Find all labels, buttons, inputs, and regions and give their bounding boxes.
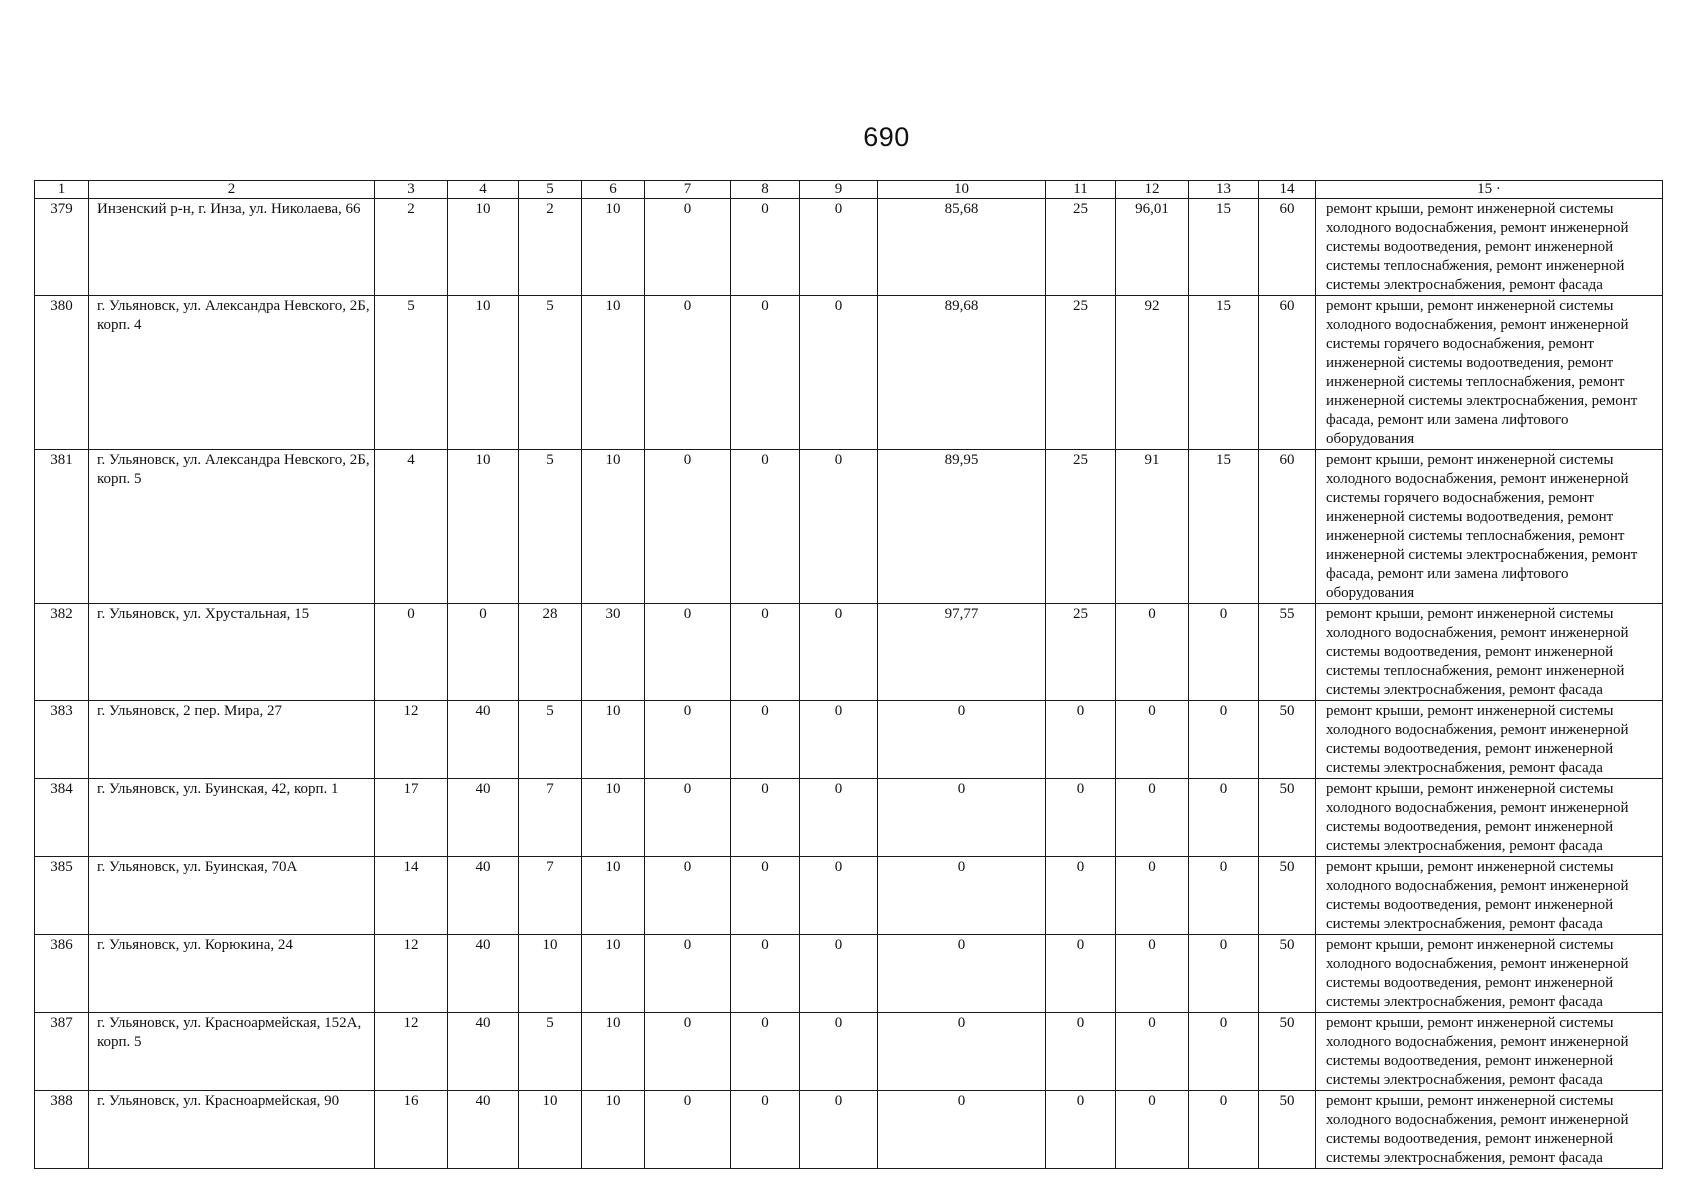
cell-col-13: 0 (1189, 779, 1259, 857)
cell-col-6: 10 (582, 296, 645, 450)
cell-col-9: 0 (800, 450, 878, 604)
cell-col-4: 40 (448, 701, 519, 779)
cell-col-7: 0 (645, 199, 731, 296)
cell-col-13: 0 (1189, 701, 1259, 779)
column-header-col-7: 7 (645, 181, 731, 199)
table-row (35, 857, 1663, 935)
cell-col-4: 40 (448, 779, 519, 857)
table-header (35, 181, 1663, 199)
cell-col-4: 40 (448, 857, 519, 935)
cell-col-4: 40 (448, 1091, 519, 1169)
cell-col-11: 25 (1046, 296, 1116, 450)
cell-col-8: 0 (731, 296, 800, 450)
column-header-col-6: 6 (582, 181, 645, 199)
cell-col-11: 0 (1046, 857, 1116, 935)
cell-col-4: 40 (448, 935, 519, 1013)
cell-row-number: 381 (35, 450, 89, 604)
cell-col-5: 28 (519, 604, 582, 701)
cell-col-12: 96,01 (1116, 199, 1189, 296)
cell-col-5: 5 (519, 701, 582, 779)
cell-repair-works: ремонт крыши, ремонт инженерной системы холодного водоснабжения, ремонт инженерной системы горячего водоснабжения, ремонт инженерной системы водоотведения, ремонт инженерной системы теплоснабжения, ремонт инженерной системы электроснабжения, ремонт фасада, ремонт или замена лифтового оборудования (1316, 450, 1663, 604)
table-row (35, 935, 1663, 1013)
column-header-col-13: 13 (1189, 181, 1259, 199)
cell-col-13: 0 (1189, 604, 1259, 701)
cell-col-9: 0 (800, 296, 878, 450)
table-row (35, 199, 1663, 296)
cell-col-9: 0 (800, 1091, 878, 1169)
cell-address: Инзенский р-н, г. Инза, ул. Николаева, 66 (89, 199, 375, 296)
cell-col-3: 12 (375, 935, 448, 1013)
cell-col-6: 10 (582, 1013, 645, 1091)
cell-col-8: 0 (731, 450, 800, 604)
cell-col-11: 0 (1046, 935, 1116, 1013)
cell-repair-works: ремонт крыши, ремонт инженерной системы холодного водоснабжения, ремонт инженерной системы водоотведения, ремонт инженерной системы электроснабжения, ремонт фасада (1316, 779, 1663, 857)
cell-address: г. Ульяновск, ул. Корюкина, 24 (89, 935, 375, 1013)
cell-col-9: 0 (800, 1013, 878, 1091)
cell-col-11: 25 (1046, 199, 1116, 296)
cell-col-9: 0 (800, 779, 878, 857)
cell-col-6: 10 (582, 779, 645, 857)
table-row (35, 1013, 1663, 1091)
cell-col-3: 16 (375, 1091, 448, 1169)
cell-col-13: 0 (1189, 857, 1259, 935)
cell-row-number: 380 (35, 296, 89, 450)
cell-col-5: 5 (519, 450, 582, 604)
cell-col-7: 0 (645, 296, 731, 450)
cell-address: г. Ульяновск, ул. Александра Невского, 2Б, корп. 4 (89, 296, 375, 450)
cell-col-3: 12 (375, 1013, 448, 1091)
column-header-col-8: 8 (731, 181, 800, 199)
cell-row-number: 379 (35, 199, 89, 296)
table-body (35, 199, 1663, 1169)
cell-row-number: 383 (35, 701, 89, 779)
cell-col-3: 2 (375, 199, 448, 296)
cell-col-10: 89,68 (878, 296, 1046, 450)
cell-col-14: 50 (1259, 857, 1316, 935)
cell-col-5: 2 (519, 199, 582, 296)
cell-col-5: 10 (519, 935, 582, 1013)
cell-col-14: 50 (1259, 1013, 1316, 1091)
cell-col-11: 0 (1046, 779, 1116, 857)
cell-col-6: 10 (582, 935, 645, 1013)
column-header-address: 2 (89, 181, 375, 199)
cell-col-12: 0 (1116, 701, 1189, 779)
cell-col-9: 0 (800, 199, 878, 296)
column-header-col-14: 14 (1259, 181, 1316, 199)
cell-col-8: 0 (731, 857, 800, 935)
cell-col-12: 0 (1116, 935, 1189, 1013)
column-header-row-number: 1 (35, 181, 89, 199)
cell-col-7: 0 (645, 779, 731, 857)
cell-col-8: 0 (731, 1091, 800, 1169)
cell-col-7: 0 (645, 1091, 731, 1169)
cell-col-10: 97,77 (878, 604, 1046, 701)
cell-col-11: 25 (1046, 604, 1116, 701)
cell-repair-works: ремонт крыши, ремонт инженерной системы холодного водоснабжения, ремонт инженерной системы водоотведения, ремонт инженерной системы электроснабжения, ремонт фасада (1316, 1013, 1663, 1091)
cell-col-3: 17 (375, 779, 448, 857)
cell-col-11: 25 (1046, 450, 1116, 604)
column-header-col-10: 10 (878, 181, 1046, 199)
cell-col-11: 0 (1046, 1013, 1116, 1091)
cell-repair-works: ремонт крыши, ремонт инженерной системы холодного водоснабжения, ремонт инженерной системы водоотведения, ремонт инженерной системы электроснабжения, ремонт фасада (1316, 935, 1663, 1013)
cell-col-7: 0 (645, 450, 731, 604)
cell-address: г. Ульяновск, ул. Хрустальная, 15 (89, 604, 375, 701)
cell-col-13: 15 (1189, 296, 1259, 450)
cell-col-14: 60 (1259, 296, 1316, 450)
cell-col-7: 0 (645, 935, 731, 1013)
cell-col-4: 40 (448, 1013, 519, 1091)
cell-col-11: 0 (1046, 701, 1116, 779)
housing-repair-table (34, 180, 1663, 1169)
column-header-col-5: 5 (519, 181, 582, 199)
cell-col-10: 0 (878, 779, 1046, 857)
cell-col-8: 0 (731, 701, 800, 779)
cell-col-12: 92 (1116, 296, 1189, 450)
cell-repair-works: ремонт крыши, ремонт инженерной системы холодного водоснабжения, ремонт инженерной системы водоотведения, ремонт инженерной системы электроснабжения, ремонт фасада (1316, 857, 1663, 935)
cell-col-9: 0 (800, 857, 878, 935)
cell-address: г. Ульяновск, ул. Буинская, 42, корп. 1 (89, 779, 375, 857)
cell-col-14: 60 (1259, 199, 1316, 296)
cell-repair-works: ремонт крыши, ремонт инженерной системы холодного водоснабжения, ремонт инженерной системы горячего водоснабжения, ремонт инженерной системы водоотведения, ремонт инженерной системы теплоснабжения, ремонт инженерной системы электроснабжения, ремонт фасада, ремонт или замена лифтового оборудования (1316, 296, 1663, 450)
cell-col-4: 0 (448, 604, 519, 701)
cell-col-10: 0 (878, 1013, 1046, 1091)
table-row (35, 779, 1663, 857)
header-row (35, 181, 1663, 199)
cell-col-14: 60 (1259, 450, 1316, 604)
cell-col-9: 0 (800, 701, 878, 779)
cell-col-8: 0 (731, 1013, 800, 1091)
cell-col-5: 10 (519, 1091, 582, 1169)
cell-repair-works: ремонт крыши, ремонт инженерной системы холодного водоснабжения, ремонт инженерной системы водоотведения, ремонт инженерной системы электроснабжения, ремонт фасада (1316, 701, 1663, 779)
cell-col-5: 7 (519, 779, 582, 857)
cell-col-14: 50 (1259, 701, 1316, 779)
cell-col-11: 0 (1046, 1091, 1116, 1169)
cell-col-6: 10 (582, 857, 645, 935)
cell-col-3: 4 (375, 450, 448, 604)
cell-col-8: 0 (731, 779, 800, 857)
cell-col-10: 85,68 (878, 199, 1046, 296)
table-row (35, 296, 1663, 450)
cell-col-3: 12 (375, 701, 448, 779)
cell-col-6: 10 (582, 450, 645, 604)
cell-col-12: 0 (1116, 1091, 1189, 1169)
cell-col-5: 7 (519, 857, 582, 935)
cell-repair-works: ремонт крыши, ремонт инженерной системы холодного водоснабжения, ремонт инженерной системы водоотведения, ремонт инженерной системы электроснабжения, ремонт фасада (1316, 1091, 1663, 1169)
cell-col-10: 0 (878, 935, 1046, 1013)
cell-col-12: 0 (1116, 1013, 1189, 1091)
cell-col-6: 10 (582, 199, 645, 296)
cell-col-13: 0 (1189, 935, 1259, 1013)
cell-col-3: 14 (375, 857, 448, 935)
cell-row-number: 385 (35, 857, 89, 935)
column-header-col-11: 11 (1046, 181, 1116, 199)
cell-col-10: 0 (878, 1091, 1046, 1169)
column-header-repair-works: 15 · (1316, 181, 1663, 199)
cell-col-7: 0 (645, 857, 731, 935)
cell-col-7: 0 (645, 701, 731, 779)
cell-col-6: 10 (582, 1091, 645, 1169)
cell-col-12: 0 (1116, 604, 1189, 701)
cell-col-7: 0 (645, 604, 731, 701)
cell-col-3: 5 (375, 296, 448, 450)
cell-col-7: 0 (645, 1013, 731, 1091)
table-row (35, 701, 1663, 779)
cell-address: г. Ульяновск, ул. Буинская, 70А (89, 857, 375, 935)
cell-col-10: 89,95 (878, 450, 1046, 604)
column-header-col-3: 3 (375, 181, 448, 199)
cell-row-number: 382 (35, 604, 89, 701)
cell-col-6: 30 (582, 604, 645, 701)
cell-col-14: 50 (1259, 935, 1316, 1013)
column-header-col-9: 9 (800, 181, 878, 199)
cell-col-10: 0 (878, 701, 1046, 779)
cell-col-12: 0 (1116, 857, 1189, 935)
cell-col-10: 0 (878, 857, 1046, 935)
cell-col-13: 0 (1189, 1091, 1259, 1169)
cell-address: г. Ульяновск, ул. Александра Невского, 2Б, корп. 5 (89, 450, 375, 604)
table-row (35, 450, 1663, 604)
column-header-col-12: 12 (1116, 181, 1189, 199)
cell-address: г. Ульяновск, 2 пер. Мира, 27 (89, 701, 375, 779)
cell-col-13: 15 (1189, 199, 1259, 296)
cell-col-9: 0 (800, 604, 878, 701)
cell-col-13: 15 (1189, 450, 1259, 604)
cell-col-3: 0 (375, 604, 448, 701)
cell-row-number: 384 (35, 779, 89, 857)
cell-col-5: 5 (519, 1013, 582, 1091)
cell-col-4: 10 (448, 296, 519, 450)
cell-col-14: 55 (1259, 604, 1316, 701)
cell-col-14: 50 (1259, 1091, 1316, 1169)
cell-repair-works: ремонт крыши, ремонт инженерной системы холодного водоснабжения, ремонт инженерной системы водоотведения, ремонт инженерной системы теплоснабжения, ремонт инженерной системы электроснабжения, ремонт фасада (1316, 604, 1663, 701)
cell-row-number: 388 (35, 1091, 89, 1169)
cell-row-number: 387 (35, 1013, 89, 1091)
table-row (35, 604, 1663, 701)
cell-col-4: 10 (448, 450, 519, 604)
cell-address: г. Ульяновск, ул. Красноармейская, 90 (89, 1091, 375, 1169)
cell-col-12: 0 (1116, 779, 1189, 857)
cell-address: г. Ульяновск, ул. Красноармейская, 152А, корп. 5 (89, 1013, 375, 1091)
cell-col-8: 0 (731, 199, 800, 296)
cell-col-4: 10 (448, 199, 519, 296)
cell-col-5: 5 (519, 296, 582, 450)
cell-col-8: 0 (731, 935, 800, 1013)
table-row (35, 1091, 1663, 1169)
cell-repair-works: ремонт крыши, ремонт инженерной системы холодного водоснабжения, ремонт инженерной системы водоотведения, ремонт инженерной системы теплоснабжения, ремонт инженерной системы электроснабжения, ремонт фасада (1316, 199, 1663, 296)
cell-col-8: 0 (731, 604, 800, 701)
column-header-col-4: 4 (448, 181, 519, 199)
cell-col-14: 50 (1259, 779, 1316, 857)
cell-col-6: 10 (582, 701, 645, 779)
cell-col-9: 0 (800, 935, 878, 1013)
page-number: 690 (863, 122, 910, 152)
cell-col-13: 0 (1189, 1013, 1259, 1091)
cell-row-number: 386 (35, 935, 89, 1013)
cell-col-12: 91 (1116, 450, 1189, 604)
